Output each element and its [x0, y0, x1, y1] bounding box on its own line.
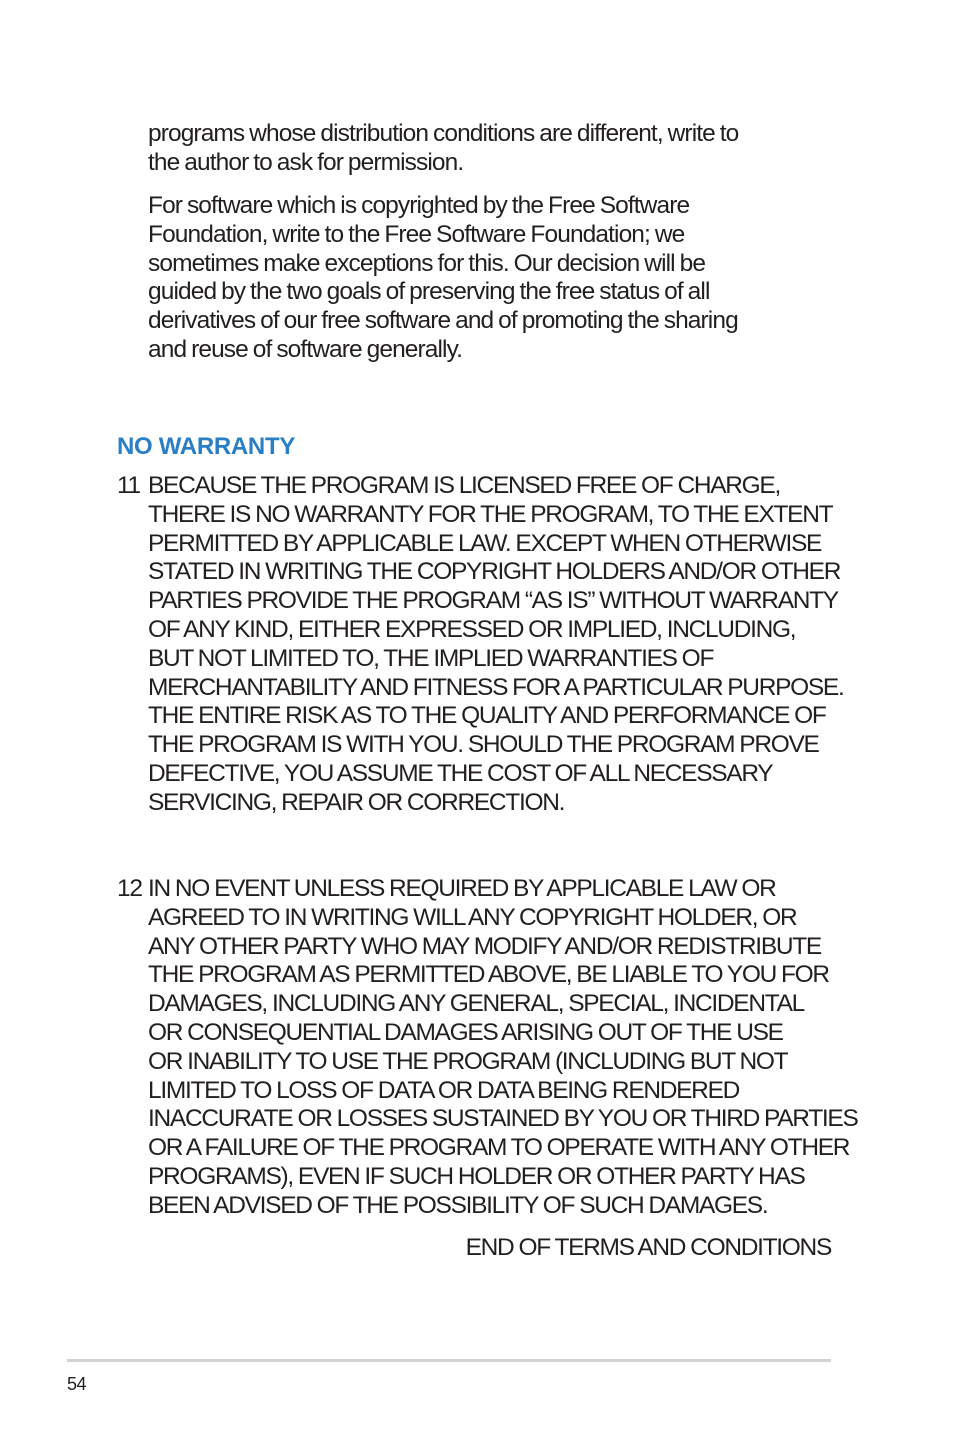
clause-line: PERMITTED BY APPLICABLE LAW. EXCEPT WHEN OTHERWISE: [148, 529, 822, 557]
clause-line: IN NO EVENT UNLESS REQUIRED BY APPLICABLE LAW OR: [148, 875, 776, 902]
fsf-line: For software which is copyrighted by the Free Software: [148, 192, 690, 219]
clause-line: STATED IN WRITING THE COPYRIGHT HOLDERS AND/OR OTHER: [148, 558, 841, 586]
clause-line: THE ENTIRE RISK AS TO THE QUALITY AND PERFORMANCE OF: [148, 702, 826, 730]
clause-line: INACCURATE OR LOSSES SUSTAINED BY YOU OR THIRD PARTIES: [148, 1105, 858, 1133]
clause-line: OR INABILITY TO USE THE PROGRAM (INCLUDING BUT NOT: [148, 1047, 788, 1075]
fsf-line: sometimes make exceptions for this. Our decision will be: [148, 249, 706, 277]
clause-line: LIMITED TO LOSS OF DATA OR DATA BEING RENDERED: [148, 1076, 740, 1104]
section-heading: NO WARRANTY: [117, 433, 296, 460]
intro-line: programs whose distribution conditions are different, write to: [148, 120, 739, 147]
clause-line: THE PROGRAM IS WITH YOU. SHOULD THE PROGRAM PROVE: [148, 731, 819, 759]
clause-12: [117, 875, 857, 1221]
clause-line: PARTIES PROVIDE THE PROGRAM “AS IS” WITHOUT WARRANTY: [148, 587, 838, 615]
clause-line: DEFECTIVE, YOU ASSUME THE COST OF ALL NECESSARY: [148, 759, 773, 787]
page-number: 54: [67, 1374, 87, 1394]
clause-line: SERVICING, REPAIR OR CORRECTION.: [148, 788, 565, 816]
clause-line: OR A FAILURE OF THE PROGRAM TO OPERATE WITH ANY OTHER: [148, 1134, 850, 1162]
clause-number: 11: [117, 472, 140, 499]
clause-line: OR CONSEQUENTIAL DAMAGES ARISING OUT OF THE USE: [148, 1018, 783, 1046]
footer-divider: [67, 1359, 831, 1362]
clause-11: [117, 472, 857, 818]
clause-line: THERE IS NO WARRANTY FOR THE PROGRAM, TO THE EXTENT: [148, 500, 833, 528]
clause-number: 12: [117, 875, 142, 902]
clause-line: ANY OTHER PARTY WHO MAY MODIFY AND/OR REDISTRIBUTE: [148, 932, 821, 960]
clause-line: AGREED TO IN WRITING WILL ANY COPYRIGHT HOLDER, OR: [148, 903, 797, 931]
clause-line: THE PROGRAM AS PERMITTED ABOVE, BE LIABLE TO YOU FOR: [148, 961, 829, 989]
clause-line: BEEN ADVISED OF THE POSSIBILITY OF SUCH DAMAGES.: [148, 1191, 768, 1219]
fsf-paragraph: [148, 192, 848, 365]
clause-line: PROGRAMS), EVEN IF SUCH HOLDER OR OTHER PARTY HAS: [148, 1162, 805, 1190]
fsf-line: guided by the two goals of preserving the free status of all: [148, 278, 710, 306]
end-of-terms: END OF TERMS AND CONDITIONS: [465, 1234, 831, 1261]
intro-line: the author to ask for permission.: [148, 148, 464, 176]
intro-paragraph: [148, 120, 848, 178]
clause-line: OF ANY KIND, EITHER EXPRESSED OR IMPLIED, INCLUDING,: [148, 615, 796, 643]
clause-line: MERCHANTABILITY AND FITNESS FOR A PARTICULAR PURPOSE.: [148, 673, 844, 701]
clause-line: DAMAGES, INCLUDING ANY GENERAL, SPECIAL, INCIDENTAL: [148, 990, 804, 1018]
clause-line: BUT NOT LIMITED TO, THE IMPLIED WARRANTIES OF: [148, 644, 714, 672]
fsf-line: and reuse of software generally.: [148, 335, 463, 363]
fsf-line: derivatives of our free software and of promoting the sharing: [148, 307, 738, 335]
fsf-line: Foundation, write to the Free Software Foundation; we: [148, 220, 685, 248]
clause-line: BECAUSE THE PROGRAM IS LICENSED FREE OF CHARGE,: [148, 472, 780, 499]
